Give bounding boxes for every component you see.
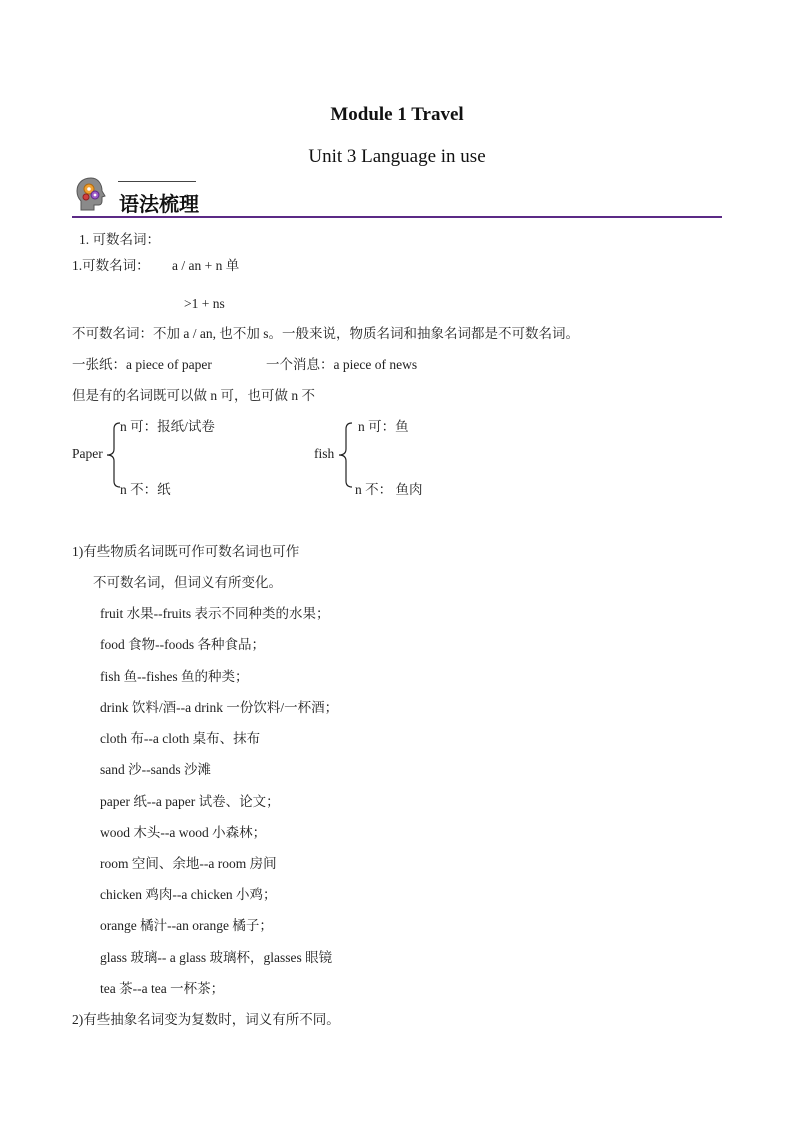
list-item: fish 鱼--fishes 鱼的种类； [100, 669, 249, 684]
abstract-nouns-intro: 2)有些抽象名词变为复数时，词义有所不同。 [72, 1012, 340, 1027]
list-item: glass 玻璃-- a glass 玻璃杯，glasses 眼镜 [100, 950, 333, 965]
heading-overline [118, 181, 196, 182]
both-usage-intro: 但是有的名词既可以做 n 可，也可做 n 不 [72, 388, 315, 403]
fish-word: fish [314, 446, 335, 461]
list-item: orange 橘汁--an orange 橘子； [100, 918, 273, 933]
example-paper: 一张纸：a piece of paper [72, 357, 212, 372]
item1-heading: 1. 可数名词： [79, 232, 160, 247]
countable-rule-plural: >1 + ns [184, 296, 225, 311]
list-item: food 食物--foods 各种食品； [100, 637, 265, 652]
list-item: tea 茶--a tea 一杯茶； [100, 981, 225, 996]
document-subtitle: Unit 3 Language in use [308, 146, 486, 167]
material-nouns-intro-cont: 不可数名词，但词义有所变化。 [93, 575, 282, 590]
list-item: drink 饮料/酒--a drink 一份饮料/一杯酒； [100, 700, 339, 715]
countable-rule-label: 1.可数名词： [72, 258, 150, 273]
uncountable-rule: 不可数名词：不加 a / an, 也不加 s。一般来说，物质名词和抽象名词都是不可数名词。 [72, 326, 579, 341]
list-item: fruit 水果--fruits 表示不同种类的水果； [100, 606, 330, 621]
section-divider [72, 216, 722, 218]
example-news: 一个消息：a piece of news [266, 357, 418, 372]
list-item: cloth 布--a cloth 桌布、抹布 [100, 731, 261, 746]
fish-uncountable-meaning: n 不： 鱼肉 [355, 482, 423, 497]
section-heading: 语法梳理 [119, 192, 199, 216]
paper-word: Paper [72, 446, 103, 461]
document-title: Module 1 Travel [330, 104, 464, 125]
list-item: wood 木头--a wood 小森林； [100, 825, 267, 840]
list-item: chicken 鸡肉--a chicken 小鸡； [100, 887, 277, 902]
paper-uncountable-meaning: n 不：纸 [120, 482, 171, 497]
brain-gears-icon [74, 176, 108, 212]
list-item: room 空间、余地--a room 房间 [100, 856, 277, 871]
list-item: paper 纸--a paper 试卷、论文； [100, 794, 280, 809]
fish-countable-meaning: n 可：鱼 [358, 419, 409, 434]
countable-rule-formula: a / an + n 单 [172, 258, 240, 273]
material-nouns-intro: 1)有些物质名词既可作可数名词也可作 [72, 544, 300, 559]
paper-countable-meaning: n 可：报纸/试卷 [120, 419, 215, 434]
list-item: sand 沙--sands 沙滩 [100, 762, 211, 777]
fish-brace [336, 422, 356, 488]
